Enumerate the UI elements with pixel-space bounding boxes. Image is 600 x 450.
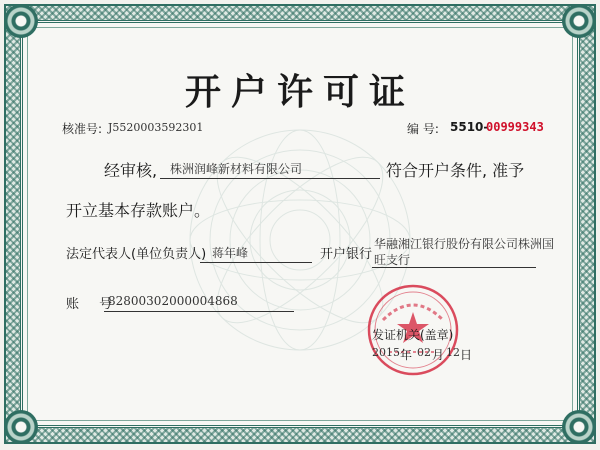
legal-representative: 蒋年峰 bbox=[212, 246, 249, 260]
account-number-label: 账 号 bbox=[66, 297, 121, 312]
approval-number-label: 核准号: bbox=[62, 122, 103, 136]
bank-name-line1: 华融湘江银行股份有限公司株洲国 bbox=[374, 237, 555, 251]
corner-ornament-bottom-left bbox=[4, 410, 38, 444]
account-number-line bbox=[104, 311, 294, 312]
account-number: 82800302000004868 bbox=[108, 294, 238, 308]
account-type-line: 开立基本存款账户。 bbox=[66, 201, 211, 220]
company-name: 株洲润峰新材料有限公司 bbox=[170, 162, 303, 176]
legal-representative-label: 法定代表人(单位负责人) bbox=[66, 247, 207, 262]
corner-ornament-top-right bbox=[562, 4, 596, 38]
bank-label: 开户银行 bbox=[320, 247, 373, 262]
issuing-authority-label: 发证机关(盖章) bbox=[372, 328, 454, 342]
approval-number: J5520003592301 bbox=[108, 121, 204, 134]
issue-date-day: 12 bbox=[446, 346, 460, 359]
bank-name-line2: 旺支行 bbox=[374, 253, 411, 267]
issue-date-year: 2015 bbox=[372, 346, 400, 359]
bank-name-line bbox=[372, 267, 536, 268]
serial-number-prefix: 5510- bbox=[450, 120, 489, 134]
reviewed-suffix: 符合开户条件, 准予 bbox=[386, 161, 525, 180]
issue-date-month: 02 bbox=[417, 346, 431, 359]
company-name-line bbox=[160, 178, 380, 179]
corner-ornament-top-left bbox=[4, 4, 38, 38]
issue-date-month-unit: 月 bbox=[432, 348, 445, 362]
reviewed-prefix: 经审核, bbox=[104, 161, 158, 180]
issue-date-day-unit: 日 bbox=[460, 348, 473, 362]
legal-representative-line bbox=[200, 262, 312, 263]
certificate-title: 开户许可证 bbox=[184, 72, 415, 113]
corner-ornament-bottom-right bbox=[562, 410, 596, 444]
serial-number-label: 编 号: bbox=[407, 122, 439, 136]
serial-number: 00999343 bbox=[486, 120, 544, 134]
issue-date-year-unit: 年 bbox=[400, 348, 413, 362]
